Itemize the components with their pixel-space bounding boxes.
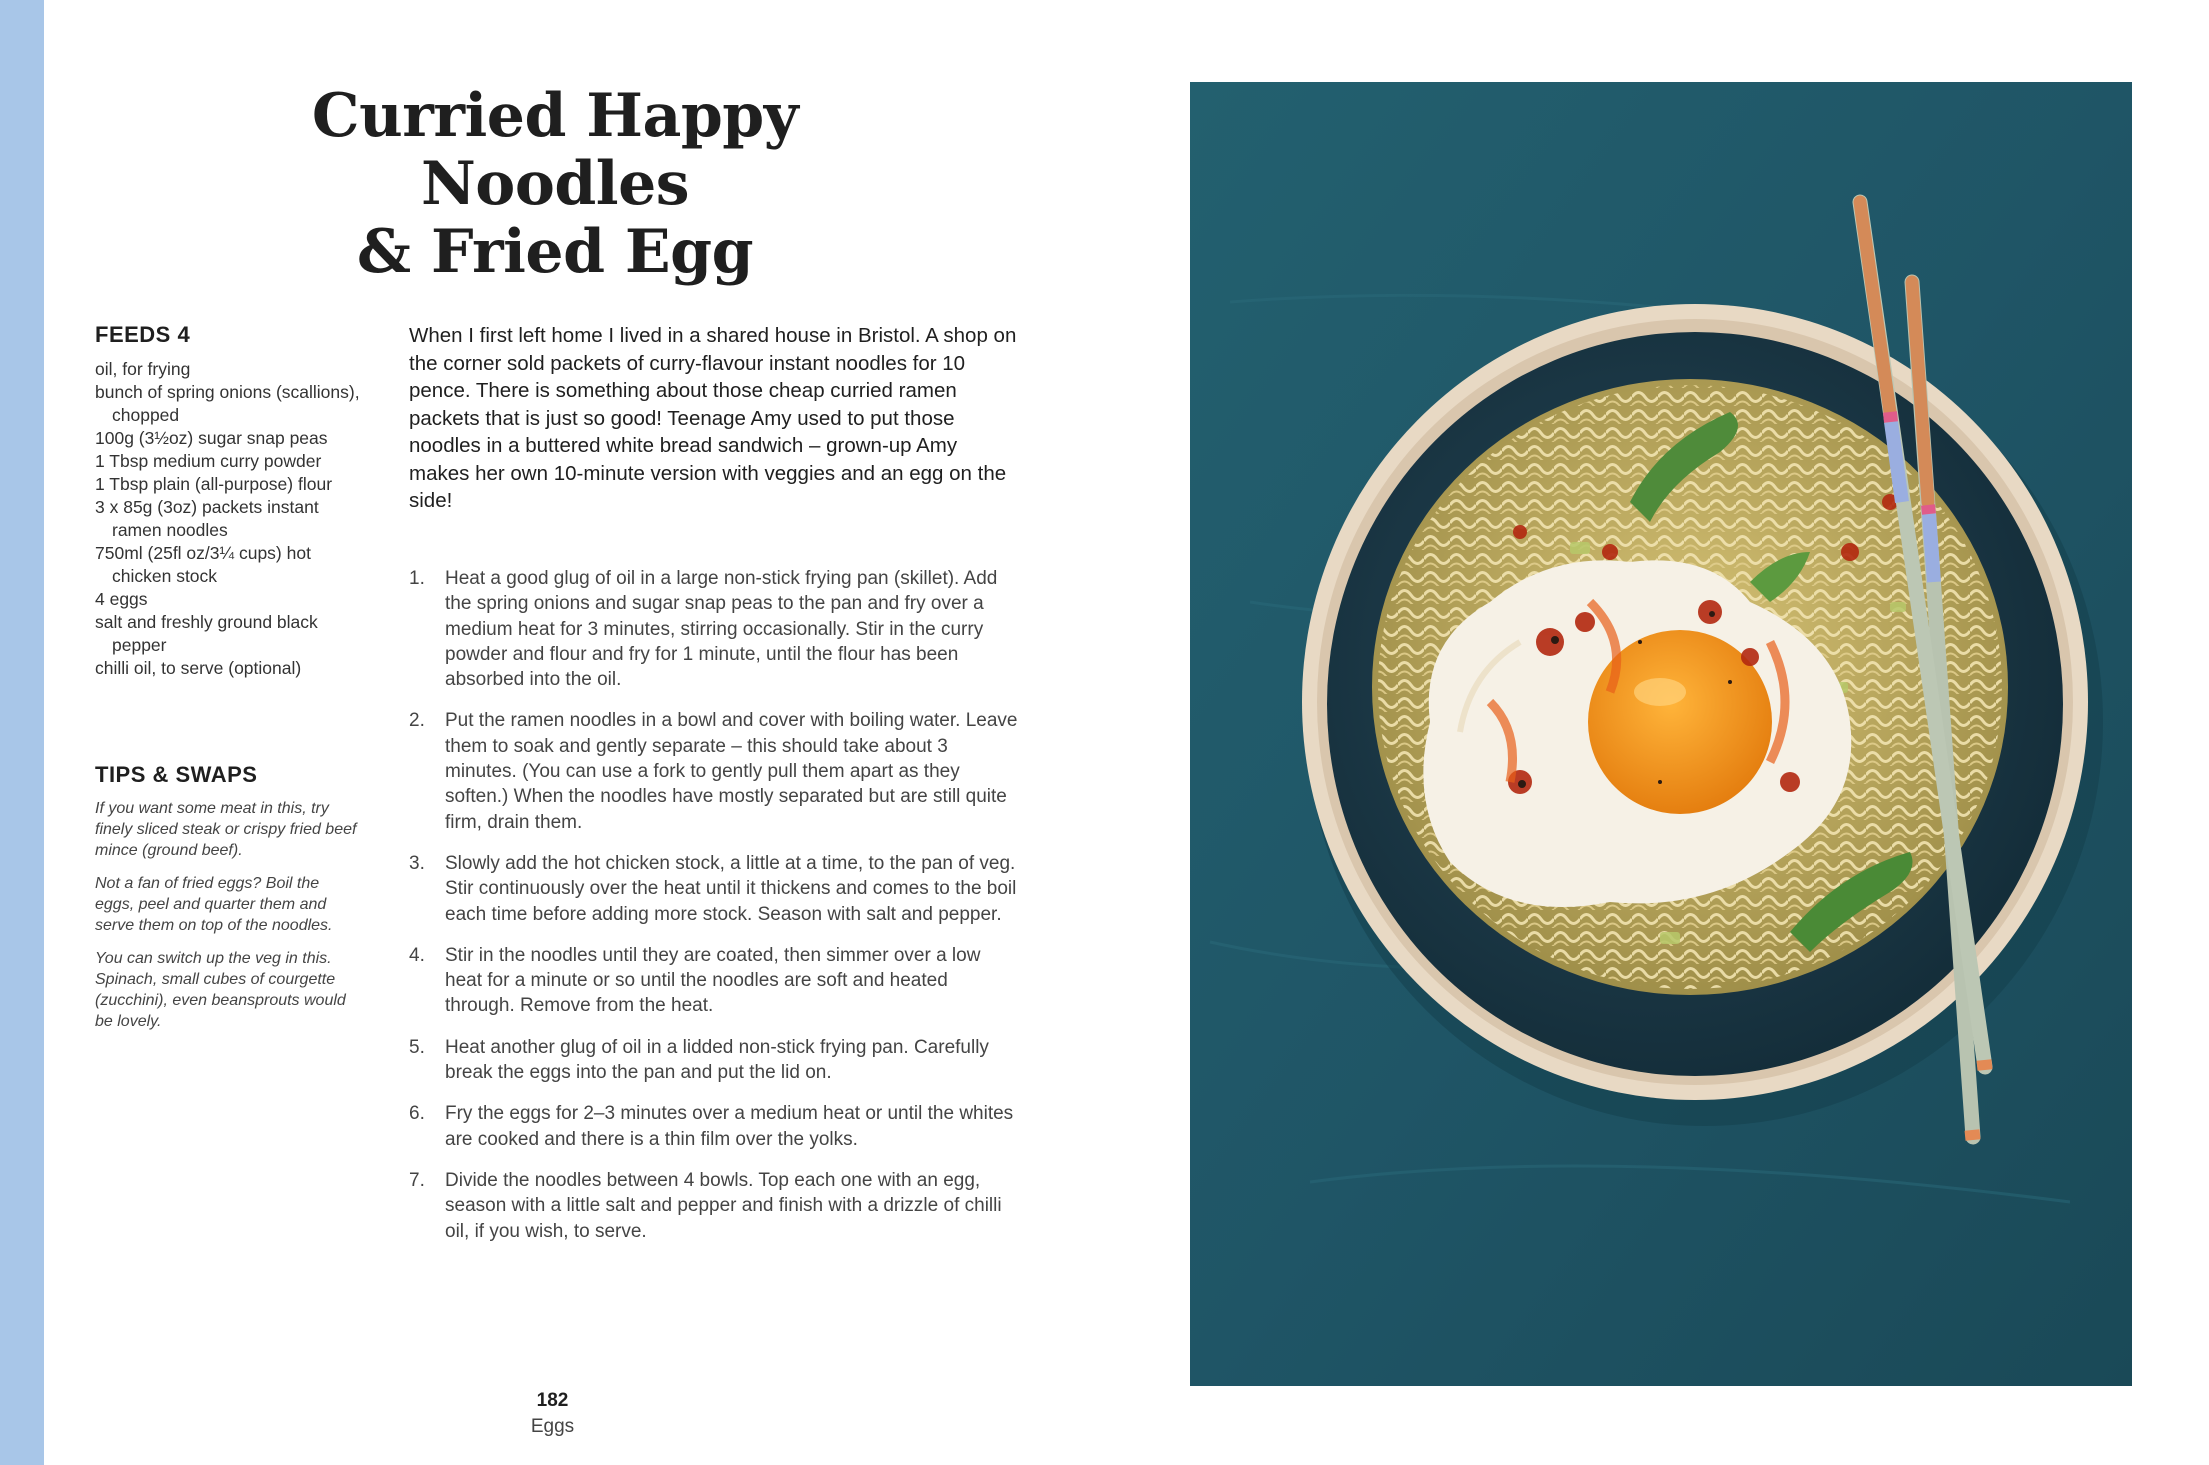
step-text: Put the ramen noodles in a bowl and cover with boiling water. Leave them to soak and gently separate – this should take about 3 minutes. (You can use a fork to gently pull them apart as they soften.) When the noodles have mostly separated but are still quite firm, drain them. [445, 710, 1018, 833]
step-number: 1. [409, 568, 425, 589]
ingredient-item: salt and freshly ground black pepper [95, 612, 318, 655]
ingredient-item: 1 Tbsp plain (all-purpose) flour [95, 474, 333, 494]
step-text: Divide the noodles between 4 bowls. Top each one with an egg, season with a little salt and pepper and finish with a drizzle of chilli oil, if you wish, to serve. [445, 1169, 1002, 1242]
step-number: 2. [409, 710, 425, 732]
ingredients-list [95, 358, 360, 680]
intro-paragraph: When I first left home I lived in a shared house in Bristol. A shop on the corner sold packets of curry-flavour instant noodles for 10 pence. There is something about those cheap curried ramen packets that is just so good! Teenage Amy used to put those noodles in a buttered white bread sandwich – grown-up Amy makes her own 10-minute version with veggies and an egg on the side! [409, 324, 1017, 512]
page-folio [470, 1388, 635, 1440]
ingredient-item: 3 x 85g (3oz) packets instant ramen noodles [95, 497, 319, 540]
recipe-title [170, 82, 940, 286]
chapter-color-tab [0, 0, 44, 1465]
ingredient-item: oil, for frying [95, 359, 191, 379]
step-text: Fry the eggs for 2–3 minutes over a medium heat or until the whites are cooked and there is a thin film over the yolks. [445, 1103, 1014, 1150]
chapter-name: Eggs [530, 1416, 575, 1437]
tip-item: Not a fan of fried eggs? Boil the eggs, peel and quarter them and serve them on top of the noodles. [95, 875, 333, 934]
method-step [409, 851, 1019, 927]
method-step [409, 566, 1019, 692]
ingredients-column [95, 322, 360, 1044]
ingredient-item: chilli oil, to serve (optional) [95, 658, 302, 678]
step-number: 7. [409, 1169, 425, 1191]
step-text: Stir in the noodles until they are coated, then simmer over a low heat for a minute or so until the noodles are soft and heated through. Remove from the heat. [445, 944, 981, 1017]
step-text: Slowly add the hot chicken stock, a little at a time, to the pan of veg. Stir continuously over the heat until it thickens and comes to the boil each time before adding more stock. Season with salt and pepper. [445, 852, 1017, 925]
tips-heading: TIPS & SWAPS [95, 762, 258, 787]
method-step [409, 708, 1019, 834]
ingredient-item: bunch of spring onions (scallions), chopped [95, 382, 360, 425]
ingredient-item: 100g (3½oz) sugar snap peas [95, 428, 328, 448]
method-steps [409, 566, 1019, 1260]
method-step [409, 943, 1019, 1019]
step-number: 6. [409, 1103, 425, 1125]
recipe-title-line-2: & Fried Egg [356, 217, 754, 287]
step-number: 5. [409, 1036, 425, 1058]
noodle-bowl-photo [1190, 82, 2132, 1386]
tip-item: You can switch up the veg in this. Spinach, small cubes of courgette (zucchini), even beansprouts would be lovely. [95, 950, 346, 1030]
serves-heading: FEEDS 4 [95, 322, 191, 347]
recipe-title-line-1: Curried Happy Noodles [311, 81, 799, 219]
method-step [409, 1035, 1019, 1086]
method-step [409, 1101, 1019, 1152]
method-step [409, 1168, 1019, 1244]
step-number: 4. [409, 944, 425, 966]
ingredient-item: 1 Tbsp medium curry powder [95, 451, 322, 471]
step-number: 3. [409, 852, 425, 874]
ingredient-item: 750ml (25fl oz/3¼ cups) hot chicken stock [95, 543, 311, 586]
ingredient-item: 4 eggs [95, 589, 148, 609]
step-text: Heat another glug of oil in a lidded non-stick frying pan. Carefully break the eggs into the pan and put the lid on. [445, 1036, 989, 1084]
tip-item: If you want some meat in this, try finely sliced steak or crispy fried beef mince (ground beef). [95, 800, 357, 859]
page-number: 182 [536, 1390, 569, 1411]
step-text: Heat a good glug of oil in a large non-stick frying pan (skillet). Add the spring onions and sugar snap peas to the pan and fry over a medium heat for 3 minutes, stirring occasionally. Stir in the curry powder and flour and fry for 1 minute, until the flour has been absorbed into the oil. [445, 568, 998, 691]
tips-list [95, 798, 360, 1032]
